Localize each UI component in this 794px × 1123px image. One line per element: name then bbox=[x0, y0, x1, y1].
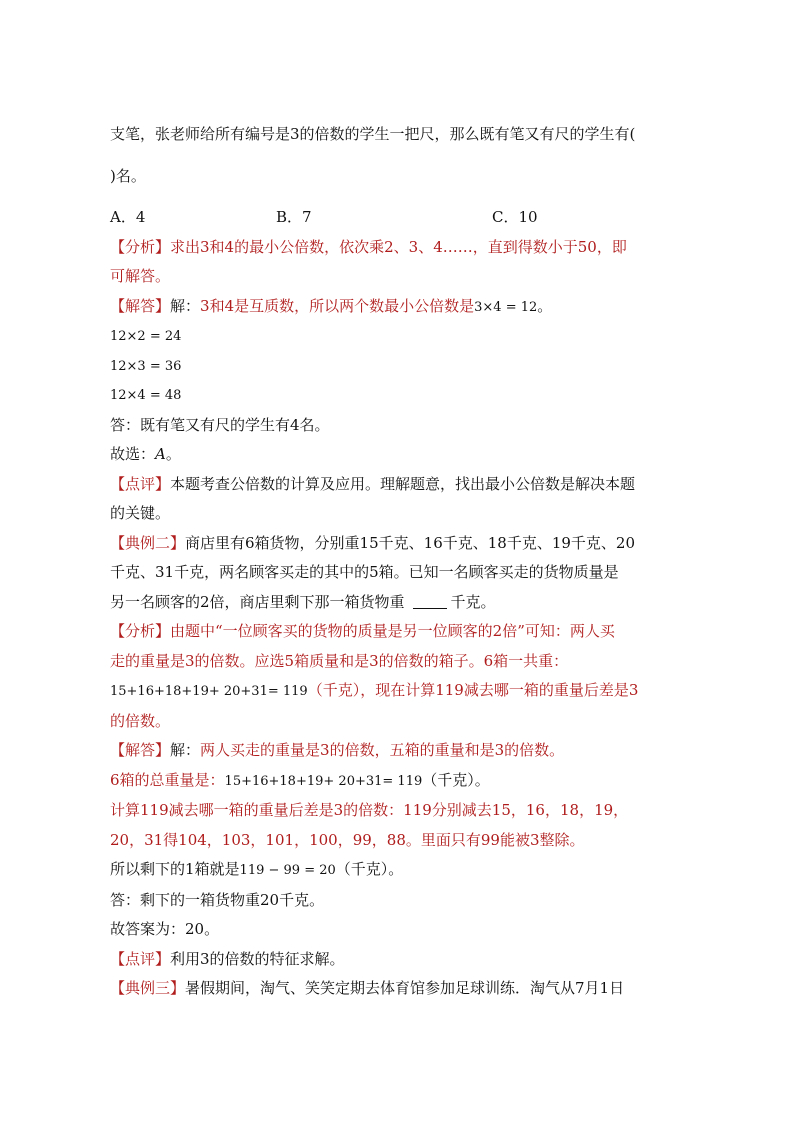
example-line: 千克、31千克，两名顾客买走的其中的5箱。已知一名顾客买走的货物质量是 bbox=[110, 563, 619, 581]
answer-text: 3和4是互质数，所以两个数最小公倍数是 bbox=[200, 296, 475, 315]
comment-line bbox=[110, 470, 686, 500]
example-tag: 【典例二】 bbox=[110, 533, 186, 552]
example-text: 商店里有6箱货物，分别重15千克、16千克、18千克、19千克、20 bbox=[185, 533, 635, 552]
reply-line: 答：既有笔又有尺的学生有4名。 bbox=[110, 415, 330, 434]
comment-line bbox=[110, 945, 686, 975]
analysis-text: 由题中“一位顾客买的货物的质量是另一位顾客的2倍”可知：两人买 bbox=[170, 622, 615, 640]
answer-math: 3×4 = 12 bbox=[474, 299, 538, 315]
analysis-line bbox=[110, 676, 686, 707]
final-answer-line: 故答案为：20。 bbox=[110, 920, 220, 938]
select-text: 故选： bbox=[110, 445, 156, 463]
analysis-line: 的倍数。 bbox=[110, 711, 171, 730]
answer-line bbox=[110, 766, 686, 797]
answer-math: 15+16+18+19+ 20+31= 119 bbox=[224, 773, 423, 789]
comment-line: 的关键。 bbox=[110, 504, 171, 522]
analysis-line bbox=[110, 233, 686, 263]
answer-tag: 【解答】 bbox=[110, 296, 171, 315]
question-line: 支笔，张老师给所有编号是3的倍数的学生一把尺，那么既有笔又有尺的学生有( bbox=[110, 125, 636, 143]
choice-b: B．7 bbox=[276, 208, 312, 226]
example-text: 另一名顾客的2倍，商店里剩下那一箱货物重 bbox=[110, 592, 405, 611]
example-line bbox=[110, 588, 686, 618]
comment-text: 本题考查公倍数的计算及应用。理解题意，找出最小公倍数是解决本题 bbox=[170, 474, 636, 493]
select-line bbox=[110, 440, 686, 470]
select-letter: A bbox=[155, 445, 166, 463]
analysis-math: 15+16+18+19+ 20+31= 119 bbox=[110, 684, 308, 699]
document-page bbox=[110, 120, 686, 1004]
answer-line bbox=[110, 736, 686, 766]
analysis-text: （千克），现在计算119减去哪一箱的重量后差是3 bbox=[307, 681, 639, 699]
analysis-line: 走的重量是3的倍数。应选5箱质量和是3的倍数的箱子。6箱一共重： bbox=[110, 651, 569, 670]
answer-lead: 解： bbox=[170, 296, 201, 315]
example-tag: 【典例三】 bbox=[110, 979, 186, 997]
answer-blank bbox=[413, 592, 447, 609]
analysis-tag: 【分析】 bbox=[110, 237, 171, 256]
answer-tag: 【解答】 bbox=[110, 741, 171, 759]
analysis-tag: 【分析】 bbox=[110, 622, 171, 640]
question-line: )名。 bbox=[110, 166, 146, 185]
answer-text: 6箱的总重量是： bbox=[110, 770, 225, 789]
answer-line bbox=[110, 292, 686, 323]
calc-line: 12×4 = 48 bbox=[110, 388, 182, 403]
example-line bbox=[110, 974, 686, 1004]
answer-line: 20，31得104，103，101，100，99，88。里面只有99能被3整除。 bbox=[110, 830, 585, 849]
answer-text: 所以剩下的1箱就是 bbox=[110, 860, 240, 878]
comment-text: 利用3的倍数的特征求解。 bbox=[170, 949, 345, 968]
comment-tag: 【点评】 bbox=[110, 474, 171, 493]
answer-text: 两人买走的重量是3的倍数，五箱的重量和是3的倍数。 bbox=[200, 741, 565, 759]
select-end: 。 bbox=[165, 445, 181, 463]
analysis-line bbox=[110, 617, 686, 647]
calc-line: 12×2 = 24 bbox=[110, 329, 182, 344]
analysis-line: 可解答。 bbox=[110, 267, 171, 285]
answer-text: （千克）。 bbox=[335, 860, 404, 878]
choice-c: C．10 bbox=[492, 208, 538, 226]
choice-list bbox=[110, 203, 686, 233]
calc-line: 12×3 = 36 bbox=[110, 358, 182, 374]
reply-line: 答：剩下的一箱货物重20千克。 bbox=[110, 890, 325, 909]
answer-text: （千克）。 bbox=[422, 770, 490, 789]
example-text: 千克。 bbox=[450, 592, 496, 611]
example-line bbox=[110, 529, 686, 559]
answer-math: 119 − 99 = 20 bbox=[239, 863, 336, 878]
analysis-text: 求出3和4的最小公倍数，依次乘2、3、4……，直到得数小于50，即 bbox=[170, 237, 627, 256]
answer-line bbox=[110, 855, 686, 886]
answer-end: 。 bbox=[537, 296, 553, 315]
choice-a: A．4 bbox=[110, 208, 146, 226]
comment-tag: 【点评】 bbox=[110, 949, 171, 968]
answer-lead: 解： bbox=[170, 741, 201, 759]
answer-line: 计算119减去哪一箱的重量后差是3的倍数：119分别减去15，16，18，19， bbox=[110, 801, 629, 819]
example-text: 暑假期间，淘气、笑笑定期去体育馆参加足球训练．淘气从7月1日 bbox=[185, 979, 625, 997]
